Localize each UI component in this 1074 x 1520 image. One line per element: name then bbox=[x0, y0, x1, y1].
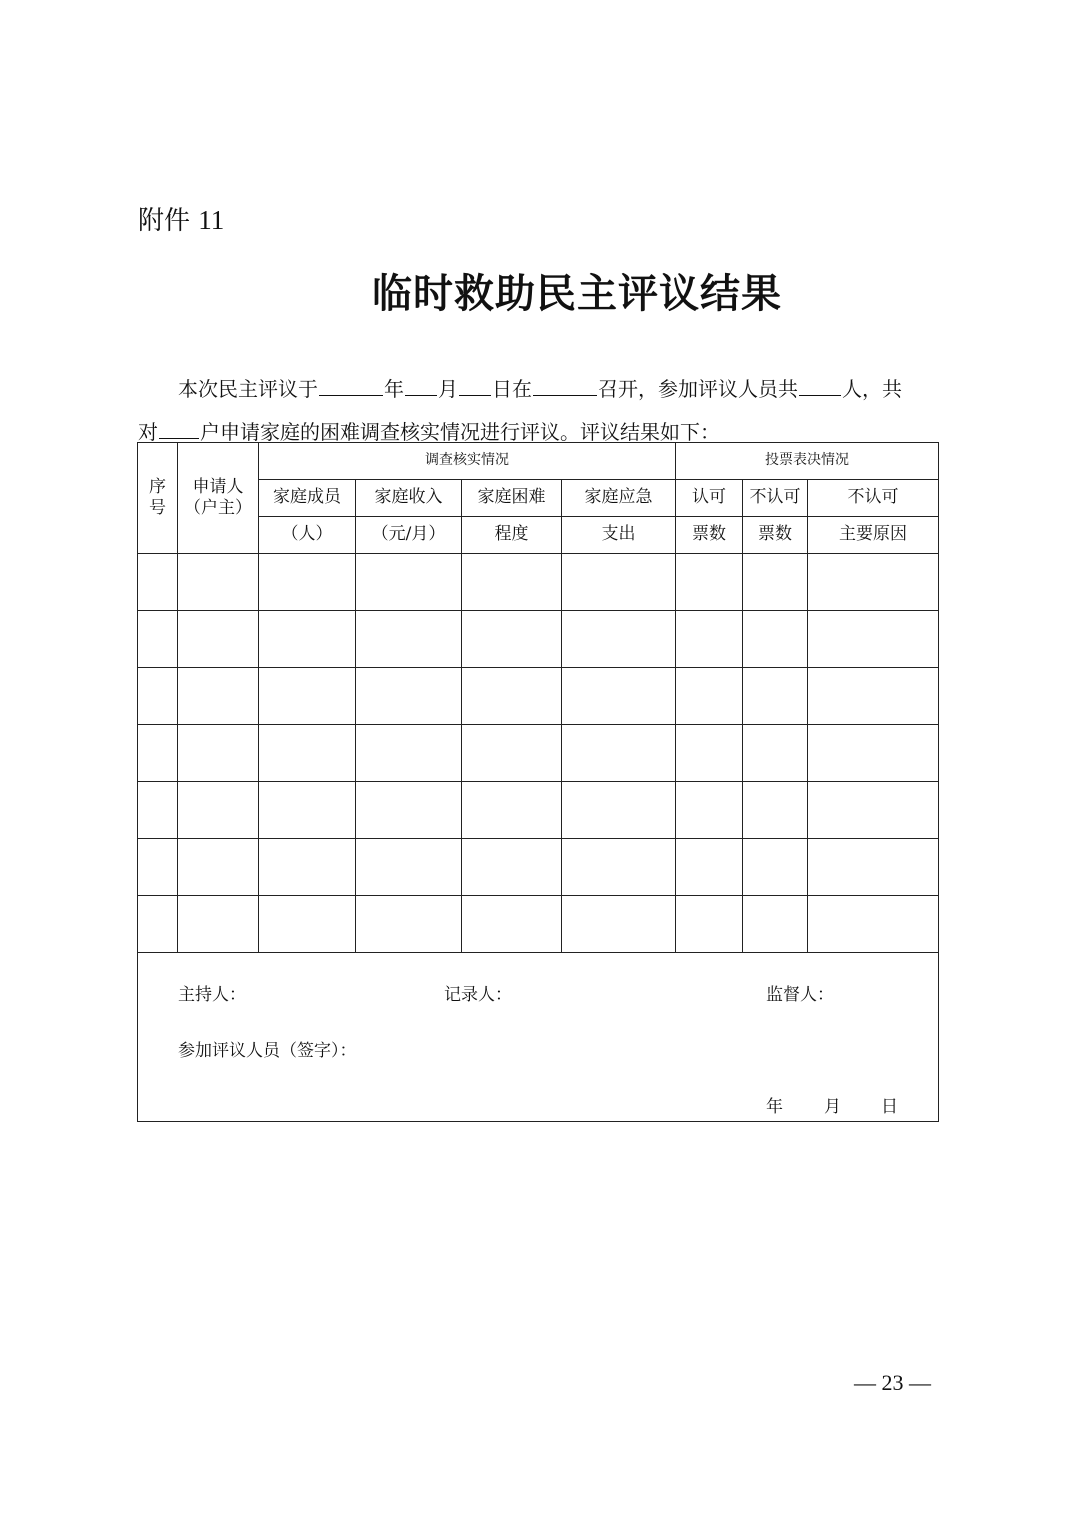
table-cell[interactable] bbox=[138, 554, 178, 611]
table-cell[interactable] bbox=[676, 554, 743, 611]
date-month: 月 bbox=[824, 1097, 841, 1117]
table-cell[interactable] bbox=[808, 554, 939, 611]
header-difficulty-2: 程度 bbox=[462, 517, 562, 554]
table-cell[interactable] bbox=[808, 668, 939, 725]
table-cell[interactable] bbox=[462, 896, 562, 953]
table-cell[interactable] bbox=[178, 668, 259, 725]
table-cell[interactable] bbox=[562, 782, 676, 839]
header-reason-2: 主要原因 bbox=[808, 517, 939, 554]
attachment-number: 11 bbox=[198, 205, 225, 235]
table-cell[interactable] bbox=[743, 839, 808, 896]
participants-label: 参加评议人员（签字）： bbox=[178, 1041, 357, 1061]
table-cell[interactable] bbox=[138, 668, 178, 725]
table-cell[interactable] bbox=[808, 839, 939, 896]
table-cell[interactable] bbox=[178, 896, 259, 953]
table-cell[interactable] bbox=[259, 668, 356, 725]
table-cell[interactable] bbox=[356, 611, 462, 668]
table-cell[interactable] bbox=[562, 611, 676, 668]
table-cell[interactable] bbox=[138, 896, 178, 953]
table-cell[interactable] bbox=[178, 725, 259, 782]
table-cell[interactable] bbox=[178, 839, 259, 896]
table-cell[interactable] bbox=[356, 554, 462, 611]
table-row bbox=[138, 725, 939, 782]
table-cell[interactable] bbox=[676, 839, 743, 896]
table-cell[interactable] bbox=[562, 839, 676, 896]
intro-text-7: 对 bbox=[138, 420, 158, 444]
intro-text-3: 月 bbox=[438, 377, 458, 401]
table-cell[interactable] bbox=[356, 725, 462, 782]
table-row bbox=[138, 782, 939, 839]
blank-day[interactable] bbox=[459, 375, 491, 396]
table-cell[interactable] bbox=[138, 725, 178, 782]
table-cell[interactable] bbox=[259, 782, 356, 839]
header-members-2: （人） bbox=[259, 517, 356, 554]
blank-location[interactable] bbox=[533, 375, 597, 396]
table-cell[interactable] bbox=[462, 668, 562, 725]
header-seq-1: 序 bbox=[149, 476, 166, 497]
header-applicant-1: 申请人 bbox=[192, 476, 244, 497]
header-applicant-2: （户主） bbox=[184, 498, 252, 518]
table-cell[interactable] bbox=[808, 725, 939, 782]
table-row bbox=[138, 611, 939, 668]
table-cell[interactable] bbox=[356, 782, 462, 839]
table-cell[interactable] bbox=[808, 896, 939, 953]
intro-line-2 bbox=[138, 416, 958, 445]
table-cell[interactable] bbox=[743, 611, 808, 668]
table-cell[interactable] bbox=[259, 611, 356, 668]
table-cell[interactable] bbox=[743, 668, 808, 725]
table-cell[interactable] bbox=[356, 668, 462, 725]
table-cell[interactable] bbox=[562, 554, 676, 611]
table-cell[interactable] bbox=[356, 896, 462, 953]
table-cell[interactable] bbox=[808, 782, 939, 839]
table-cell[interactable] bbox=[178, 611, 259, 668]
table-cell[interactable] bbox=[259, 554, 356, 611]
page-number: — 23 — bbox=[854, 1370, 931, 1395]
table-cell[interactable] bbox=[138, 611, 178, 668]
table-cell[interactable] bbox=[743, 725, 808, 782]
header-emergency-1: 家庭应急 bbox=[562, 480, 676, 517]
table-cell[interactable] bbox=[676, 668, 743, 725]
header-approve-1: 认可 bbox=[676, 480, 743, 517]
table-cell[interactable] bbox=[259, 896, 356, 953]
recorder-label: 记录人： bbox=[444, 985, 512, 1005]
table-row bbox=[138, 839, 939, 896]
table-cell[interactable] bbox=[808, 611, 939, 668]
evaluation-table bbox=[137, 442, 939, 1122]
table-cell[interactable] bbox=[138, 839, 178, 896]
header-approve-2: 票数 bbox=[676, 517, 743, 554]
header-emergency-2: 支出 bbox=[562, 517, 676, 554]
table-cell[interactable] bbox=[743, 554, 808, 611]
table-cell[interactable] bbox=[562, 668, 676, 725]
table-cell[interactable] bbox=[178, 782, 259, 839]
table-cell[interactable] bbox=[462, 839, 562, 896]
date-year: 年 bbox=[766, 1097, 783, 1117]
table-cell[interactable] bbox=[676, 611, 743, 668]
table-cell[interactable] bbox=[462, 554, 562, 611]
table-cell[interactable] bbox=[562, 725, 676, 782]
date-day: 日 bbox=[881, 1097, 898, 1117]
table-row bbox=[138, 896, 939, 953]
supervisor-label: 监督人： bbox=[766, 985, 834, 1005]
table-cell[interactable] bbox=[676, 725, 743, 782]
attachment-text: 附件 bbox=[138, 206, 191, 236]
header-seq bbox=[138, 443, 178, 554]
intro-text-6: 人，共 bbox=[842, 377, 902, 401]
intro-text-2: 年 bbox=[384, 377, 404, 401]
intro-text-4: 日在 bbox=[492, 377, 532, 401]
header-applicant bbox=[178, 443, 259, 554]
host-label: 主持人： bbox=[178, 985, 246, 1005]
table-cell[interactable] bbox=[259, 725, 356, 782]
table-cell[interactable] bbox=[178, 554, 259, 611]
blank-month[interactable] bbox=[405, 375, 437, 396]
table-cell[interactable] bbox=[676, 782, 743, 839]
intro-text-8: 户申请家庭的困难调查核实情况进行评议。评议结果如下： bbox=[200, 420, 720, 444]
table-row bbox=[138, 668, 939, 725]
table-cell[interactable] bbox=[356, 839, 462, 896]
header-seq-2: 号 bbox=[149, 498, 166, 518]
table-cell[interactable] bbox=[462, 611, 562, 668]
header-income-2: （元/月） bbox=[356, 517, 462, 554]
table-cell[interactable] bbox=[462, 782, 562, 839]
intro-text-5: 召开，参加评议人员共 bbox=[598, 377, 798, 401]
header-members-1: 家庭成员 bbox=[259, 480, 356, 517]
signature-area bbox=[138, 953, 939, 1122]
table-cell[interactable] bbox=[562, 896, 676, 953]
table-body bbox=[138, 554, 939, 953]
header-reject-2: 票数 bbox=[743, 517, 808, 554]
header-reason-1: 不认可 bbox=[808, 480, 939, 517]
header-reject-1: 不认可 bbox=[743, 480, 808, 517]
intro-text-1: 本次民主评议于 bbox=[178, 377, 318, 401]
table-cell[interactable] bbox=[138, 782, 178, 839]
header-difficulty-1: 家庭困难 bbox=[462, 480, 562, 517]
table-row bbox=[138, 554, 939, 611]
table-cell[interactable] bbox=[462, 725, 562, 782]
blank-households[interactable] bbox=[159, 418, 199, 439]
header-income-1: 家庭收入 bbox=[356, 480, 462, 517]
header-vote: 投票表决情况 bbox=[676, 443, 939, 480]
table-cell[interactable] bbox=[743, 782, 808, 839]
table-cell[interactable] bbox=[743, 896, 808, 953]
blank-participants[interactable] bbox=[799, 375, 841, 396]
header-investigation: 调查核实情况 bbox=[259, 443, 676, 480]
table-cell[interactable] bbox=[676, 896, 743, 953]
document-title: 临时救助民主评议结果 bbox=[372, 270, 782, 317]
table-cell[interactable] bbox=[259, 839, 356, 896]
blank-year[interactable] bbox=[319, 375, 383, 396]
intro-line-1 bbox=[178, 373, 998, 402]
attachment-label bbox=[138, 200, 224, 237]
